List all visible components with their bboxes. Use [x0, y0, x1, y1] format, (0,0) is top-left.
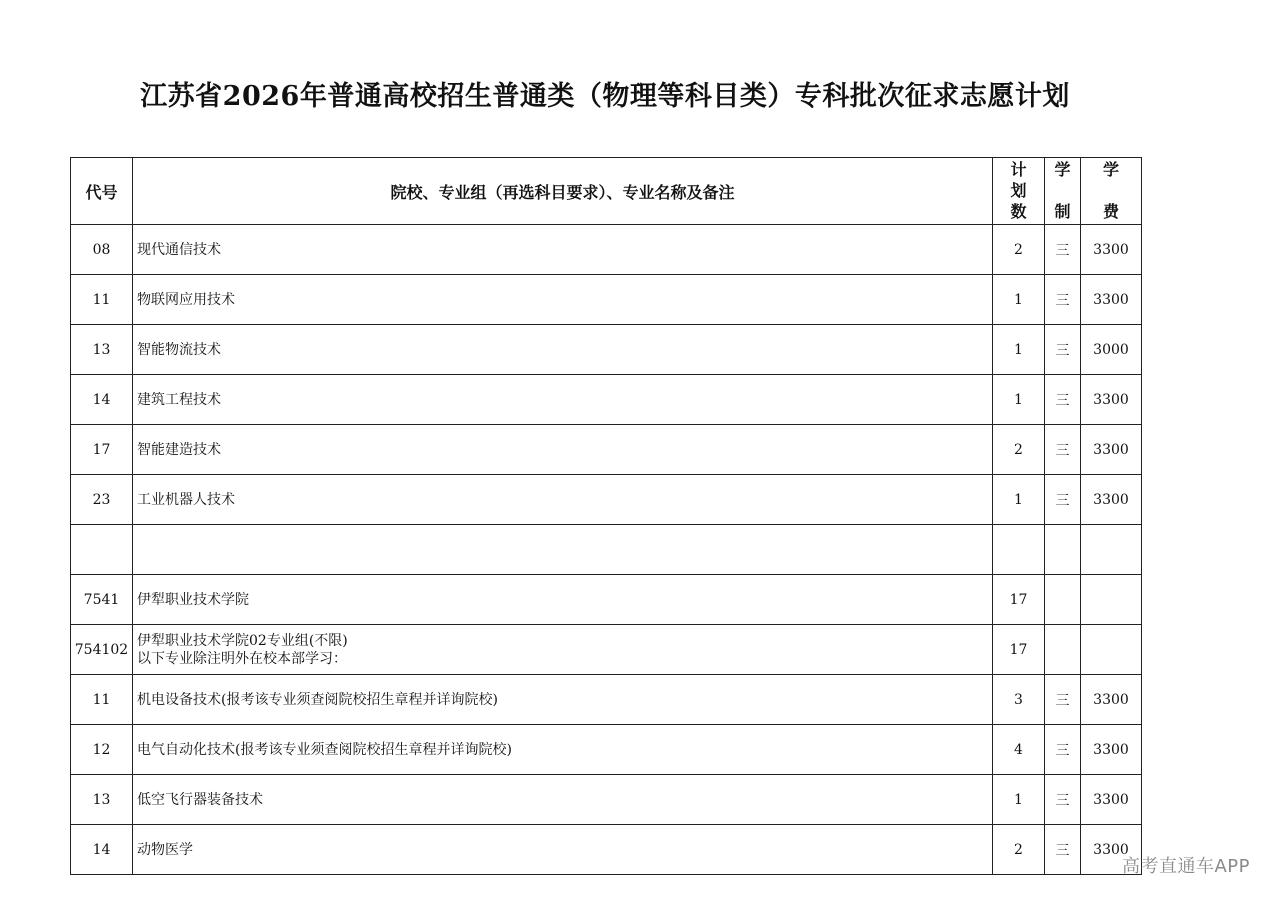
cell-plan: 3: [993, 675, 1045, 725]
cell-plan: 2: [993, 825, 1045, 875]
header-plan-char: 划: [1010, 181, 1027, 200]
cell-code: [71, 525, 133, 575]
cell-system: [1045, 575, 1081, 625]
cell-fee: [1081, 625, 1142, 675]
cell-code: 08: [71, 225, 133, 275]
header-fee: [1081, 158, 1142, 225]
cell-fee: 3300: [1081, 425, 1142, 475]
cell-name: [133, 475, 993, 525]
header-system: [1045, 158, 1081, 225]
table-row: [71, 275, 1142, 325]
table-row: [71, 775, 1142, 825]
cell-code: 7541: [71, 575, 133, 625]
cell-system: 三: [1045, 675, 1081, 725]
cell-system: 三: [1045, 325, 1081, 375]
cell-plan: [993, 525, 1045, 575]
cell-name: [133, 275, 993, 325]
table-row: [71, 325, 1142, 375]
cell-code: 11: [71, 275, 133, 325]
header-plan: [993, 158, 1045, 225]
header-system-char: 制: [1054, 202, 1071, 221]
cell-fee: 3300: [1081, 825, 1142, 875]
table-row: [71, 425, 1142, 475]
cell-code: 12: [71, 725, 133, 775]
table-row: [71, 375, 1142, 425]
cell-plan: 17: [993, 575, 1045, 625]
table-row: [71, 225, 1142, 275]
cell-name-text: 伊犁职业技术学院02专业组(不限): [137, 632, 348, 649]
cell-plan: 2: [993, 225, 1045, 275]
cell-plan: 1: [993, 475, 1045, 525]
table-row: [71, 725, 1142, 775]
cell-name: [133, 525, 993, 575]
cell-name-text: 机电设备技术(报考该专业须查阅院校招生章程并详询院校): [137, 691, 498, 708]
cell-plan: 1: [993, 325, 1045, 375]
cell-name: [133, 725, 993, 775]
cell-name: [133, 325, 993, 375]
watermark: 高考直通车APP: [1121, 856, 1250, 877]
cell-code: 23: [71, 475, 133, 525]
table-row: [71, 675, 1142, 725]
cell-fee: 3300: [1081, 475, 1142, 525]
cell-name-text: 智能物流技术: [137, 341, 221, 358]
cell-code: 754102: [71, 625, 133, 675]
header-system-char: 学: [1054, 160, 1071, 179]
cell-name-text: 物联网应用技术: [137, 291, 235, 308]
cell-name-text: 动物医学: [137, 841, 193, 858]
cell-plan: 4: [993, 725, 1045, 775]
cell-name-text: 智能建造技术: [137, 441, 221, 458]
cell-name: [133, 575, 993, 625]
cell-system: 三: [1045, 825, 1081, 875]
cell-fee: 3300: [1081, 725, 1142, 775]
header-name: 院校、专业组（再选科目要求）、专业名称及备注: [133, 158, 993, 225]
cell-plan: 17: [993, 625, 1045, 675]
cell-plan: 1: [993, 775, 1045, 825]
table-row: [71, 825, 1142, 875]
cell-code: 11: [71, 675, 133, 725]
cell-name-text: 伊犁职业技术学院: [137, 591, 249, 608]
cell-system: 三: [1045, 225, 1081, 275]
header-plan-char: 计: [1010, 160, 1027, 179]
cell-system: 三: [1045, 425, 1081, 475]
cell-code: 13: [71, 775, 133, 825]
cell-system: [1045, 625, 1081, 675]
cell-system: 三: [1045, 375, 1081, 425]
cell-plan: 1: [993, 275, 1045, 325]
enrollment-plan-table: [70, 157, 1142, 875]
cell-fee: 3300: [1081, 275, 1142, 325]
cell-name-text: 现代通信技术: [137, 241, 221, 258]
table-row-empty: [71, 525, 1142, 575]
page-title: 江苏省2026年普通高校招生普通类（物理等科目类）专科批次征求志愿计划: [140, 81, 1070, 112]
cell-code: 14: [71, 825, 133, 875]
cell-name: [133, 675, 993, 725]
cell-name-text: 低空飞行器装备技术: [137, 791, 263, 808]
cell-fee: 3300: [1081, 675, 1142, 725]
cell-system: 三: [1045, 775, 1081, 825]
header-fee-char: 费: [1102, 202, 1119, 221]
table-row-institution: [71, 575, 1142, 625]
cell-fee: [1081, 525, 1142, 575]
cell-system: 三: [1045, 725, 1081, 775]
cell-fee: 3000: [1081, 325, 1142, 375]
table-row: [71, 475, 1142, 525]
cell-name: [133, 375, 993, 425]
cell-name: [133, 425, 993, 475]
cell-name: [133, 825, 993, 875]
table-row-group: [71, 625, 1142, 675]
cell-fee: 3300: [1081, 375, 1142, 425]
cell-system: 三: [1045, 475, 1081, 525]
cell-name-note: 以下专业除注明外在校本部学习：: [137, 650, 347, 667]
cell-name: [133, 225, 993, 275]
cell-plan: 1: [993, 375, 1045, 425]
cell-fee: 3300: [1081, 775, 1142, 825]
cell-name: [133, 775, 993, 825]
header-code: 代号: [71, 158, 133, 225]
cell-name-text: 工业机器人技术: [137, 491, 235, 508]
cell-name: [133, 625, 993, 675]
cell-name-text: 建筑工程技术: [137, 391, 221, 408]
table-header-row: [71, 158, 1142, 225]
cell-system: 三: [1045, 275, 1081, 325]
cell-code: 13: [71, 325, 133, 375]
header-fee-char: 学: [1102, 160, 1119, 179]
cell-plan: 2: [993, 425, 1045, 475]
cell-code: 17: [71, 425, 133, 475]
cell-code: 14: [71, 375, 133, 425]
cell-system: [1045, 525, 1081, 575]
cell-fee: 3300: [1081, 225, 1142, 275]
cell-name-text: 电气自动化技术(报考该专业须查阅院校招生章程并详询院校): [137, 741, 512, 758]
cell-fee: [1081, 575, 1142, 625]
header-plan-char: 数: [1010, 202, 1027, 221]
